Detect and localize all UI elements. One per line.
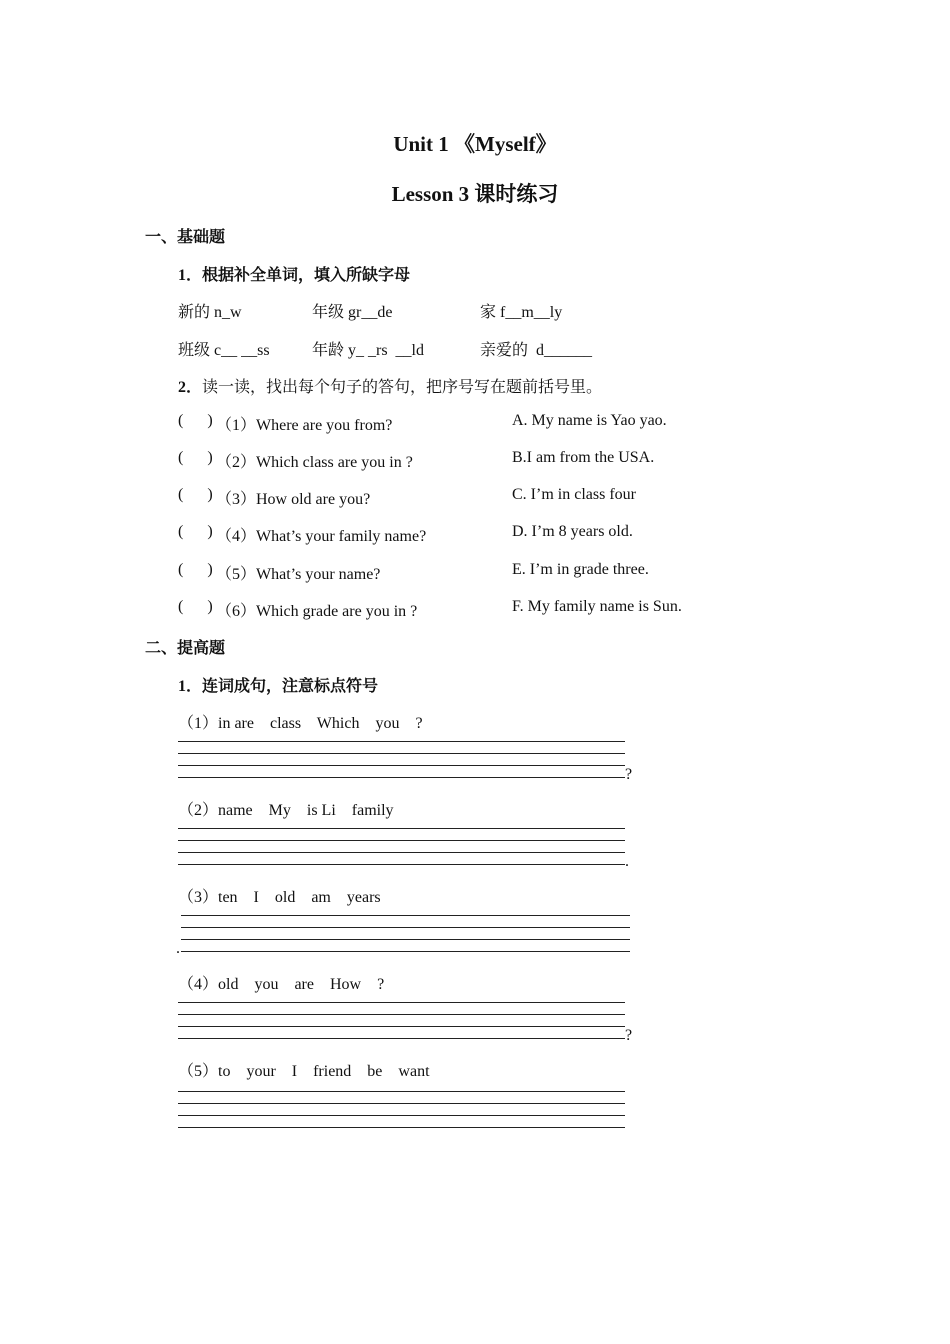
scramble-prompt: （5）to your I friend be want xyxy=(178,1063,430,1080)
answer-bracket[interactable]: ( ) xyxy=(178,486,213,503)
match-question: （5）What’s your name? xyxy=(216,566,381,583)
q2-instruction: 读一读，找出每个句子的答句，把序号写在题前括号里。 xyxy=(202,379,603,396)
q1-label: 1．根据补全单词，填入所缺字母 xyxy=(178,267,411,284)
match-question: （6）Which grade are you in ? xyxy=(216,603,418,620)
answer-line xyxy=(178,765,625,766)
answer-line xyxy=(178,852,625,853)
match-answer: F. My family name is Sun. xyxy=(512,598,682,615)
q2-label xyxy=(178,374,602,397)
match-answer: E. I’m in grade three. xyxy=(512,561,649,578)
match-question: （4）What’s your family name? xyxy=(216,528,427,545)
match-answer: C. I’m in class four xyxy=(512,486,636,503)
word-item: 家 f__m__ly xyxy=(480,304,563,321)
match-question: （1）Where are you from? xyxy=(216,417,393,434)
answer-bracket[interactable]: ( ) xyxy=(178,523,213,540)
page-subtitle: Lesson 3 课时练习 xyxy=(391,182,559,206)
answer-line xyxy=(178,1127,625,1128)
q2-number: 2． xyxy=(178,379,203,396)
match-question: （2）Which class are you in ? xyxy=(216,454,413,471)
answer-bracket[interactable]: ( ) xyxy=(178,449,213,466)
match-answer: A. My name is Yao yao. xyxy=(512,412,667,429)
end-punctuation: . xyxy=(176,940,180,957)
answer-line xyxy=(181,915,630,916)
match-answer: D. I’m 8 years old. xyxy=(512,523,633,540)
word-item: 年级 gr__de xyxy=(312,304,393,321)
answer-line xyxy=(181,951,630,952)
answer-bracket[interactable]: ( ) xyxy=(178,561,213,578)
scramble-prompt: （2）name My is Li family xyxy=(178,802,394,819)
answer-line xyxy=(178,1091,625,1092)
answer-line xyxy=(178,741,625,742)
end-punctuation: ? xyxy=(625,1027,633,1044)
answer-bracket[interactable]: ( ) xyxy=(178,412,213,429)
word-item: 年龄 y_ _rs __ld xyxy=(312,342,425,359)
match-answer: B.I am from the USA. xyxy=(512,449,655,466)
match-question: （3）How old are you? xyxy=(216,491,371,508)
answer-line xyxy=(178,1026,625,1027)
answer-line xyxy=(181,939,630,940)
answer-line xyxy=(178,1014,625,1015)
scramble-prompt: （1）in are class Which you ? xyxy=(178,715,423,732)
answer-line xyxy=(178,840,625,841)
scramble-prompt: （4）old you are How ? xyxy=(178,976,385,993)
answer-line xyxy=(178,1002,625,1003)
answer-line xyxy=(181,927,630,928)
page-title: Unit 1 《Myself》 xyxy=(393,132,557,156)
word-item: 新的 n_w xyxy=(178,304,242,321)
answer-line xyxy=(178,828,625,829)
answer-bracket[interactable]: ( ) xyxy=(178,598,213,615)
answer-line xyxy=(178,864,625,865)
word-item: 班级 c__ __ss xyxy=(178,342,270,359)
answer-line xyxy=(178,1038,625,1039)
answer-line xyxy=(178,1115,625,1116)
answer-line xyxy=(178,1103,625,1104)
answer-line xyxy=(178,753,625,754)
end-punctuation: ? xyxy=(625,766,633,783)
scramble-prompt: （3）ten I old am years xyxy=(178,889,381,906)
answer-line xyxy=(178,777,625,778)
end-punctuation: . xyxy=(625,853,629,870)
q3-label: 1．连词成句，注意标点符号 xyxy=(178,678,379,695)
section-2-heading: 二、提高题 xyxy=(145,640,226,657)
word-item: 亲爱的 d______ xyxy=(480,342,593,359)
section-1-heading: 一、基础题 xyxy=(145,229,226,246)
